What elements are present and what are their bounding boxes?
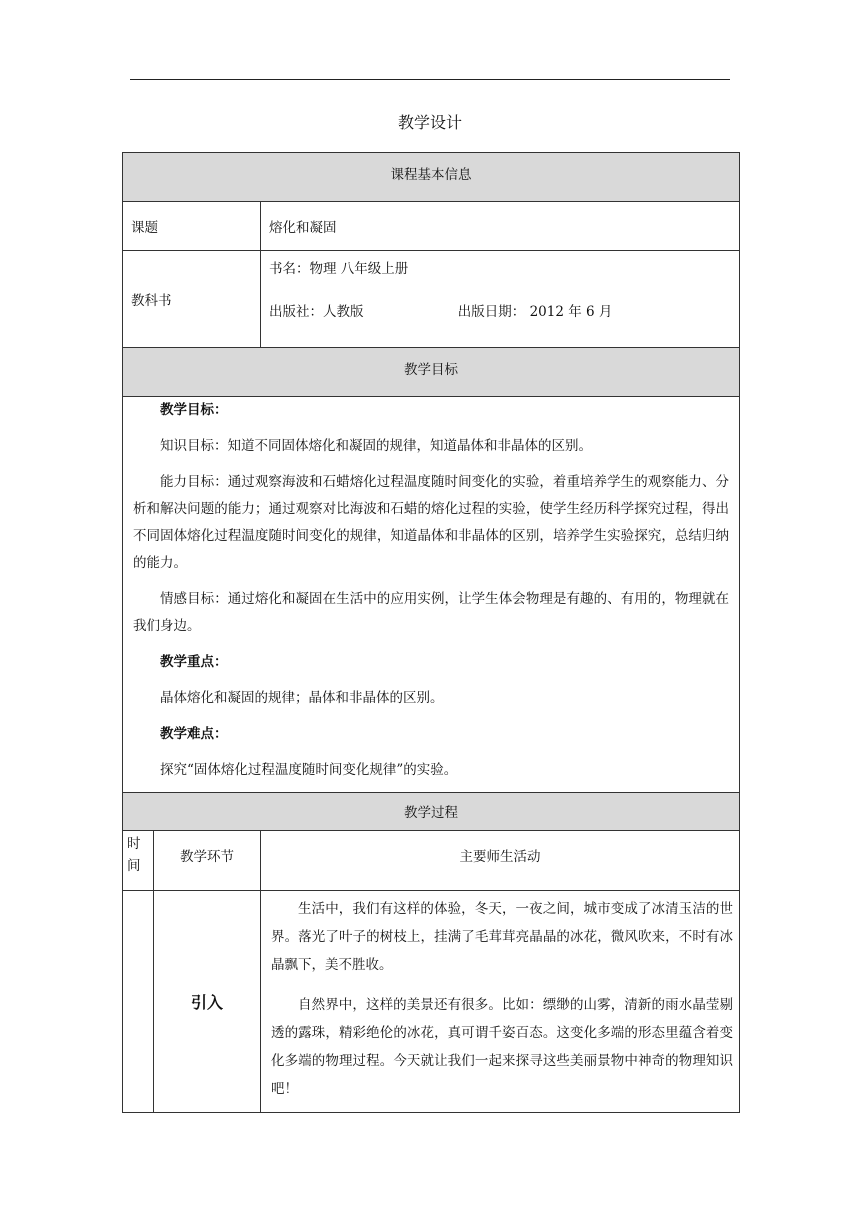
header-rule [130, 79, 730, 80]
basic-info-header: 课程基本信息 [123, 153, 740, 202]
basic-info-header-row [123, 153, 740, 202]
difficulty-content: 探究“固体熔化过程温度随时间变化规律”的实验。 [160, 762, 458, 778]
publisher-label: 出版社： [269, 304, 323, 320]
document-title: 教学设计 [397, 113, 462, 132]
emotion-goal: 情感目标：通过熔化和凝固在生活中的应用实例，让学生体会物理是有趣的、有用的，物理就在我们身边。 [133, 591, 730, 634]
topic-value: 熔化和凝固 [261, 202, 740, 251]
column-activity: 主要师生活动 [261, 831, 740, 891]
topic-label: 课题 [123, 202, 261, 251]
goals-header: 教学目标 [123, 348, 740, 397]
process-activity-intro [261, 891, 740, 1113]
book-name-value: 物理 八年级上册 [309, 261, 409, 277]
textbook-label: 教科书 [123, 251, 261, 348]
process-header-row [123, 793, 740, 831]
topic-row [123, 202, 740, 251]
column-time: 时间 [123, 831, 154, 891]
activity-paragraph: 生活中，我们有这样的体验，冬天，一夜之间，城市变成了冰清玉洁的世界。落光了叶子的树枝上，挂满了毛茸茸亮晶晶的冰花，微风吹来，不时有冰晶飘下，美不胜收。 [271, 901, 734, 973]
publish-date-value: 2012 年 6 月 [529, 304, 613, 320]
publisher-value: 人教版 [323, 304, 364, 320]
process-time-cell [123, 891, 154, 1113]
process-row-intro [123, 891, 740, 1113]
activity-paragraph: 自然界中，这样的美景还有很多。比如：缥缈的山雾，清新的雨水晶莹剔透的露珠，精彩绝伦的冰花，真可谓千姿百态。这变化多端的形态里蕴含着变化多端的物理过程。今天就让我们一起来探寻这些美丽景物中神奇的物理知识吧！ [271, 997, 734, 1097]
process-columns-row [123, 831, 740, 891]
key-points-heading: 教学重点： [160, 654, 228, 670]
ability-goal: 能力目标：通过观察海波和石蜡熔化过程温度随时间变化的实验，着重培养学生的观察能力、分析和解决问题的能力；通过观察对比海波和石蜡的熔化过程的实验，使学生经历科学探究过程，得出不同固体熔化过程温度随时间变化的规律，知道晶体和非晶体的区别，培养学生实验探究，总结归纳的能力。 [133, 474, 730, 571]
publisher-line [269, 300, 739, 320]
lesson-plan-table [122, 152, 740, 1113]
book-name-line [269, 262, 739, 300]
knowledge-goal: 知识目标：知道不同固体熔化和凝固的规律，知道晶体和非晶体的区别。 [160, 438, 592, 454]
textbook-row [123, 251, 740, 348]
process-stage-intro: 引入 [154, 891, 261, 1113]
goals-header-row [123, 348, 740, 397]
textbook-info [261, 251, 740, 348]
goals-heading: 教学目标： [160, 402, 228, 418]
process-header: 教学过程 [123, 793, 740, 831]
book-name-label: 书名： [269, 261, 310, 277]
column-stage: 教学环节 [154, 831, 261, 891]
publish-date-label: 出版日期： [457, 304, 526, 320]
difficulty-heading: 教学难点： [160, 726, 228, 742]
goals-content [123, 397, 740, 793]
goals-content-row [123, 397, 740, 793]
key-points-content: 晶体熔化和凝固的规律；晶体和非晶体的区别。 [160, 690, 444, 706]
